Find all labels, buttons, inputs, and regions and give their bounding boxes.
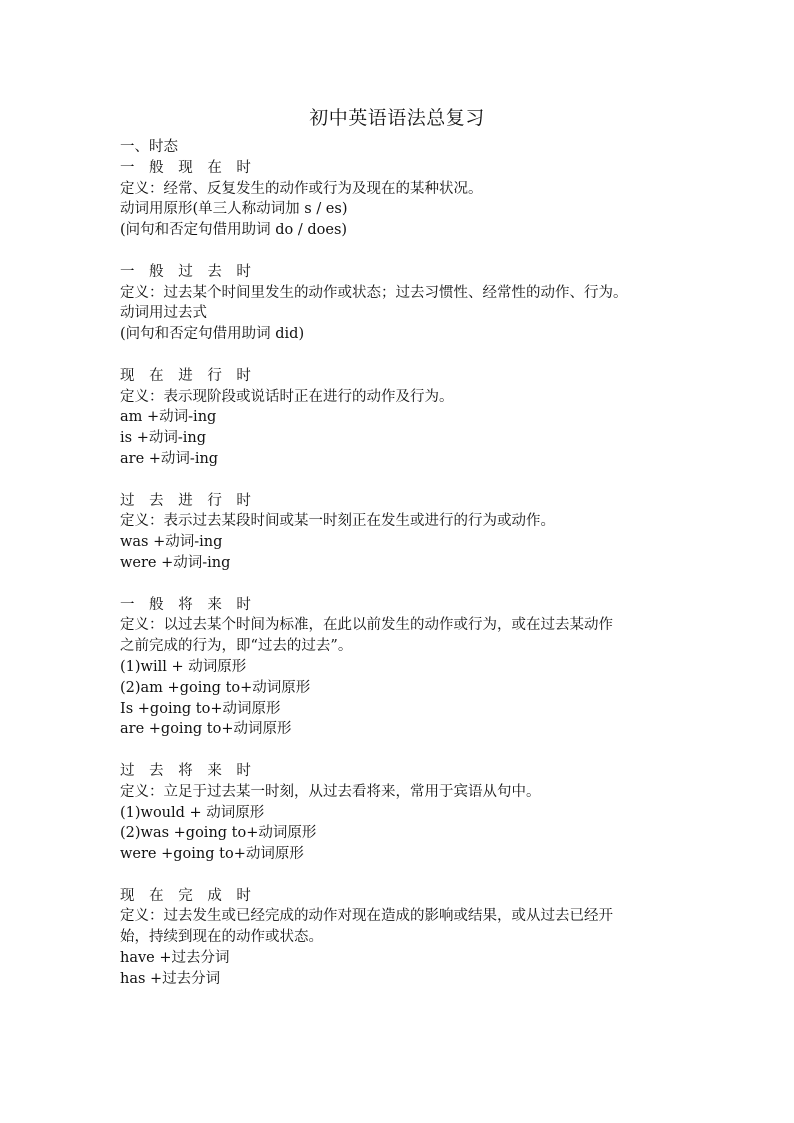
rule-line: (2)was +going to+动词原形 (120, 825, 317, 842)
definition-line: 定义：过去发生或已经完成的动作对现在造成的影响或结果，或从过去已经开 (120, 908, 613, 925)
document-title: 初中英语语法总复习 (309, 107, 485, 129)
section-present-continuous (120, 366, 690, 470)
section-heading: 一 般 现 在 时 (120, 159, 256, 176)
section-future-simple (120, 595, 690, 741)
rule-line: was +动词-ing (120, 534, 223, 551)
chapter-heading: 一、时态 (120, 139, 178, 155)
section-heading: 现 在 完 成 时 (120, 887, 256, 904)
rule-line: are +going to+动词原形 (120, 721, 292, 738)
rule-line: were +going to+动词原形 (120, 846, 304, 863)
definition-line: 定义：经常、反复发生的动作或行为及现在的某种状况。 (120, 180, 483, 197)
definition-line-continued: 之前完成的行为，即“过去的过去”。 (120, 638, 353, 655)
rule-line: is +动词-ing (120, 430, 206, 447)
definition-line-continued: 始，持续到现在的动作或状态。 (120, 929, 323, 946)
section-past-future (120, 761, 690, 865)
rule-line: 动词用过去式 (120, 305, 207, 322)
definition-line: 定义：以过去某个时间为标准，在此以前发生的动作或行为，或在过去某动作 (120, 617, 613, 634)
rule-line: has +过去分词 (120, 970, 221, 987)
section-past-simple (120, 262, 690, 345)
definition-line: 定义：表示过去某段时间或某一时刻正在发生或进行的行为或动作。 (120, 513, 555, 530)
definition-line: 定义：立足于过去某一时刻，从过去看将来，常用于宾语从句中。 (120, 783, 541, 800)
rule-line: were +动词-ing (120, 554, 231, 571)
section-heading: 过 去 将 来 时 (120, 762, 256, 779)
rule-line: am +动词-ing (120, 409, 217, 426)
rule-line: (问句和否定句借用助词 did) (120, 326, 305, 343)
rule-line: have +过去分词 (120, 950, 230, 967)
section-present-simple (120, 158, 690, 241)
section-past-continuous (120, 491, 690, 574)
rule-line: 动词用原形(单三人称动词加 s / es) (120, 201, 348, 218)
rule-line: are +动词-ing (120, 450, 219, 467)
definition-line: 定义：表示现阶段或说话时正在进行的动作及行为。 (120, 388, 454, 405)
section-heading: 现 在 进 行 时 (120, 367, 256, 384)
rule-line: (问句和否定句借用助词 do / does) (120, 222, 348, 239)
section-heading: 一 般 将 来 时 (120, 596, 256, 613)
rule-line: (2)am +going to+动词原形 (120, 679, 311, 696)
section-present-perfect (120, 886, 690, 990)
rule-line: (1)would + 动词原形 (120, 804, 265, 821)
section-heading: 过 去 进 行 时 (120, 492, 256, 509)
rule-line: Is +going to+动词原形 (120, 700, 281, 717)
document-body (120, 137, 690, 990)
section-heading: 一 般 过 去 时 (120, 263, 256, 280)
definition-line: 定义：过去某个时间里发生的动作或状态；过去习惯性、经常性的动作、行为。 (120, 284, 628, 301)
rule-line: (1)will + 动词原形 (120, 658, 247, 675)
